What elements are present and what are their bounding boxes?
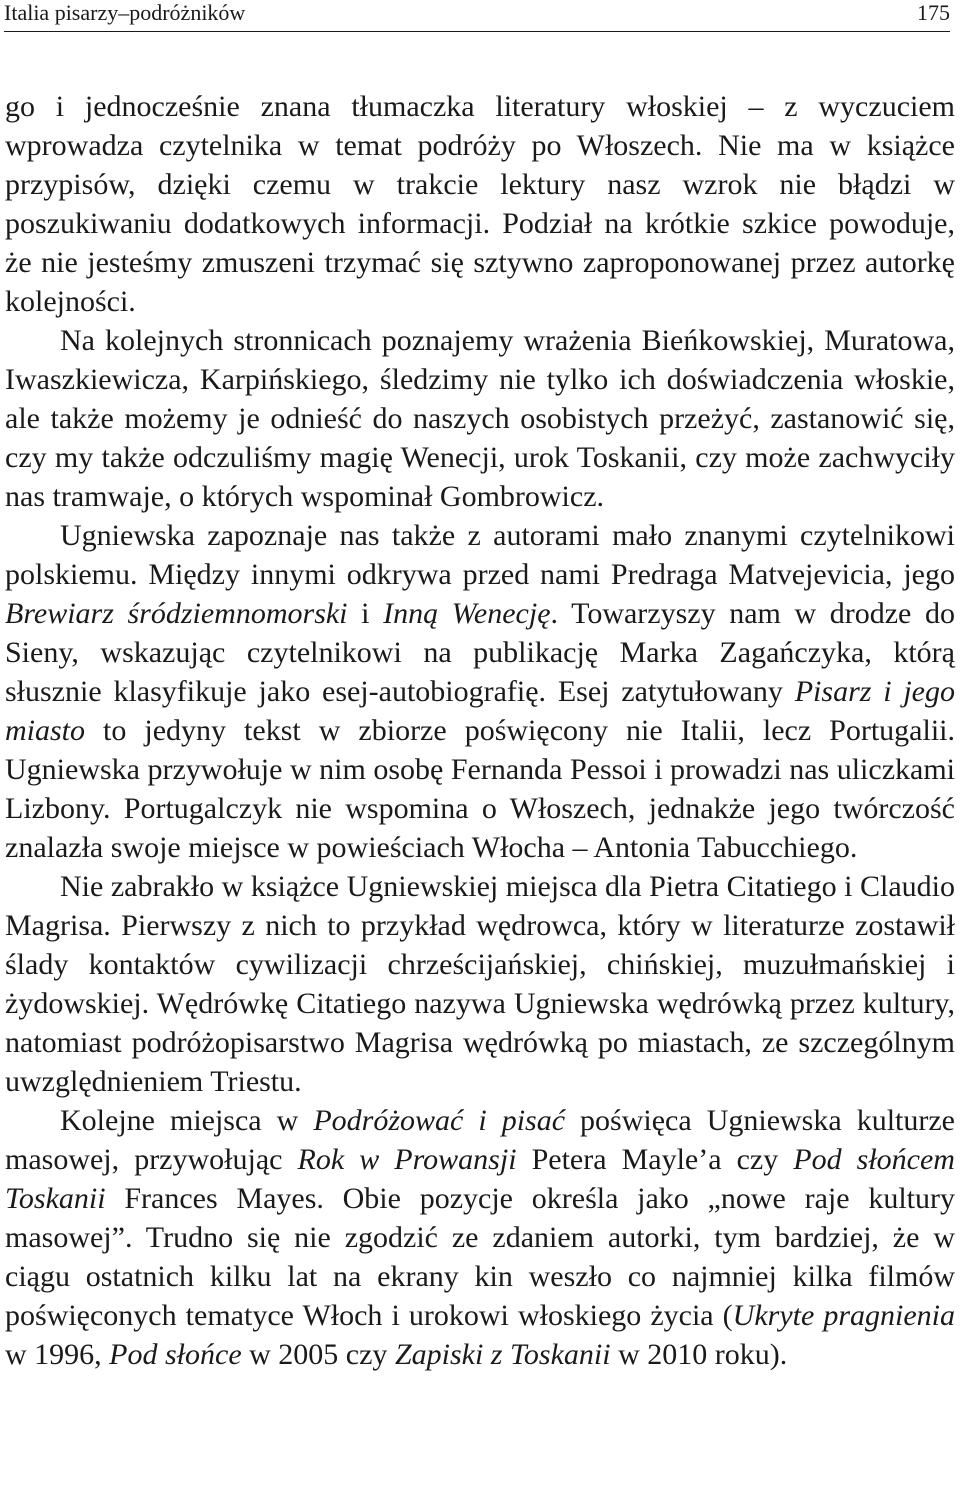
italic-title: Rok w Prowansji [297, 1143, 517, 1176]
body-text [5, 87, 955, 1374]
text-run: Petera Mayle’a czy [516, 1143, 794, 1176]
italic-title: Pisarz i jego miasto [5, 675, 956, 747]
italic-title: Zapiski z Toskanii [394, 1338, 611, 1371]
italic-title: Ukryte pragnienia [732, 1299, 956, 1332]
text-run: w 1996, [5, 1338, 110, 1371]
text-run: Frances Mayes. Obie pozycje określa jako „nowe raje kultury masowej”. Trudno się nie zgodzić ze zdaniem autorki, tym bardziej, że w ciągu ostatnich kilku lat na ekrany kin weszło co najmniej kilka filmów poświęconych tematyce Włoch i urokowi włoskiego życia ( [5, 1182, 955, 1332]
text-run: Kolejne miejsca w [60, 1104, 314, 1137]
paragraph [5, 321, 955, 516]
text-run: Ugniewska zapoznaje nas także z autorami mało znanymi czytelnikowi polskiemu. Między innymi odkrywa przed nami Predraga Matvejevicia, jego [5, 519, 955, 591]
running-head [4, 0, 950, 32]
paragraph [5, 1101, 955, 1374]
paragraph [5, 867, 955, 1101]
page-number: 175 [917, 0, 950, 25]
text-run: Nie zabrakło w książce Ugniewskiej miejsca dla Pietra Citatiego i Claudio Magrisa. Pierwszy z nich to przykład wędrowca, który w literaturze zostawił ślady kontaktów cywilizacji chrześcijańskiej, chińskiej, muzułmańskiej i żydowskiej. Wędrówkę Citatiego nazywa Ugniewska wędrówką przez kultury, natomiast podróżopisarstwo Magrisa wędrówką po miastach, ze szczególnym uwzględnieniem Triestu. [5, 870, 955, 1098]
text-run: w 2010 roku). [610, 1338, 788, 1371]
text-run: i [347, 597, 384, 630]
italic-title: Podróżować i pisać [313, 1104, 566, 1137]
italic-title: Pod słońcem Toskanii [5, 1143, 955, 1215]
italic-title: Pod słońce [109, 1338, 242, 1371]
text-run: go i jednocześnie znana tłumaczka literatury włoskiej – z wyczuciem wprowadza czytelnika w temat podróży po Włoszech. Nie ma w książce przypisów, dzięki czemu w trakcie lektury nasz wzrok nie błądzi w poszukiwaniu dodatkowych informacji. Podział na krótkie szkice powoduje, że nie jesteśmy zmuszeni trzymać się sztywno zaproponowanej przez autorkę kolejności. [5, 90, 955, 318]
text-run: . Towarzyszy nam w drodze do Sieny, wskazując czytelnikowi na publikację Marka Zagańczyka, którą słusznie klasyfikuje jako esej-autobiografię. Esej zatytułowany [5, 597, 955, 708]
text-run: w 2005 czy [241, 1338, 395, 1371]
paragraph [5, 516, 955, 867]
text-run: Na kolejnych stronnicach poznajemy wrażenia Bieńkowskiej, Muratowa, Iwaszkiewicza, Karpińskiego, śledzimy nie tylko ich doświadczenia włoskie, ale także możemy je odnieść do naszych osobistych przeżyć, zastanowić się, czy my także odczuliśmy magię Wenecji, urok Toskanii, czy może zachwyciły nas tramwaje, o których wspominał Gombrowicz. [5, 324, 955, 513]
italic-title: Inną Wenecję [383, 597, 551, 630]
text-run: poświęca Ugniewska kulturze masowej, przywołując [5, 1104, 955, 1176]
paragraph [5, 87, 955, 321]
running-title: Italia pisarzy–podróżników [4, 0, 246, 25]
text-run: to jedyny tekst w zbiorze poświęcony nie Italii, lecz Portugalii. Ugniewska przywołuje w nim osobę Fernanda Pessoi i prowadzi nas uliczkami Lizbony. Portugalczyk nie wspomina o Włoszech, jednakże jego twórczość znalazła swoje miejsce w powieściach Włocha – Antonia Tabucchiego. [5, 714, 955, 864]
italic-title: Brewiarz śródziemnomorski [5, 597, 348, 630]
